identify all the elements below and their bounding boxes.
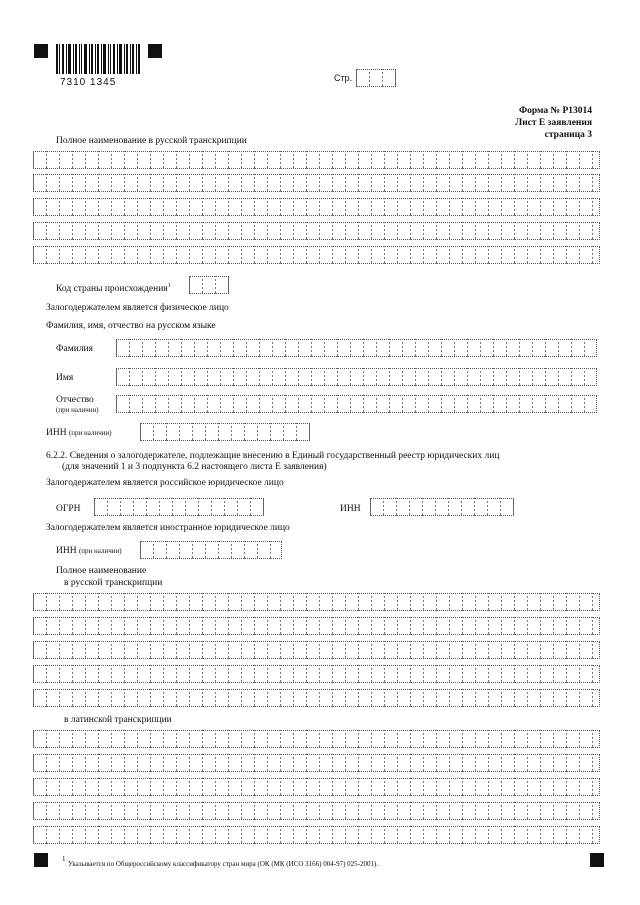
inn-individual-field[interactable] [140,423,310,441]
footnote-text: Указывается по Общероссийскому классификатору стран мира (ОК (МК (ИСО 3166) 004-97) 025-2001). [68,860,379,868]
surname-label: Фамилия [56,344,94,354]
full-name-ru-row-5[interactable] [33,246,600,264]
entity-name-lat-row-2[interactable] [33,754,600,772]
country-code-field[interactable] [189,276,229,294]
country-code-label-text: Код страны происхождения [56,284,168,295]
barcode-number: 7310 1345 [60,77,117,88]
barcode-image [56,44,140,74]
entity-name-lat-row-5[interactable] [33,826,600,844]
foreign-entity-label: Залогодержателем является иностранное юридическое лицо [46,523,290,533]
entity-name-lat-row-4[interactable] [33,802,600,820]
entity-name-lat-row-1[interactable] [33,730,600,748]
russian-entity-label: Залогодержателем является российское юридическое лицо [46,478,284,488]
entity-name-ru-row-4[interactable] [33,665,600,683]
country-code-footnote-mark: 1 [167,283,171,289]
section-622-heading-line2: (для значений 1 и 3 подпункта 6.2 настоящего листа Е заявления) [62,462,327,472]
country-code-label [56,283,171,295]
inn-individual-label [46,429,112,439]
entity-name-ru-row-5[interactable] [33,689,600,707]
name-field[interactable] [116,368,597,386]
inn-entity-label: ИНН [340,504,361,514]
inn-entity-field[interactable] [370,498,514,516]
foreign-inn-label [56,547,122,557]
patronymic-note: (при наличии) [56,406,99,414]
foreign-inn-label-text: ИНН [56,546,77,556]
inn-individual-label-text: ИНН [46,428,67,438]
full-name-ru-row-2[interactable] [33,174,600,192]
foreign-inn-note: (при наличии) [78,547,122,555]
corner-marker-bottom-right [590,853,604,867]
lat-transcription-label: в латинской транскрипции [64,715,172,725]
fio-label: Фамилия, имя, отчество на русском языке [46,321,216,331]
corner-marker-bottom-left [34,853,48,867]
corner-marker-top-left [34,44,48,58]
ogrn-label: ОГРН [56,504,81,514]
entity-name-ru-row-2[interactable] [33,617,600,635]
entity-name-ru-row-3[interactable] [33,641,600,659]
patronymic-label: Отчество [56,395,94,405]
patronymic-field[interactable] [116,395,597,413]
page-label: Стр. [334,73,353,83]
full-name-ru-row-3[interactable] [33,198,600,216]
inn-individual-note: (при наличии) [68,429,112,437]
page-number-field[interactable] [356,69,396,87]
full-name-ru-label: Полное наименование в русской транскрипции [56,136,247,146]
form-title: Форма № Р13014 [518,106,592,116]
name-label: Имя [56,373,74,383]
page-title: страница 3 [544,130,592,140]
entity-name-lat-row-3[interactable] [33,778,600,796]
section-622-heading-line1: 6.2.2. Сведения о залогодержателе, подлежащие внесению в Единый государственный реестр юридических лиц [46,451,500,461]
ogrn-field[interactable] [94,498,264,516]
corner-marker-top-right [148,44,162,58]
foreign-inn-field[interactable] [140,541,282,559]
individual-label: Залогодержателем является физическое лицо [46,303,229,313]
sheet-title: Лист Е заявления [515,118,592,128]
ru-transcription-label: в русской транскрипции [64,578,163,588]
full-name-ru-row-1[interactable] [33,151,600,169]
full-name-ru-row-4[interactable] [33,222,600,240]
full-name-label: Полное наименование [56,566,147,576]
entity-name-ru-row-1[interactable] [33,593,600,611]
surname-field[interactable] [116,339,597,357]
footnote-mark: 1 [62,855,66,863]
